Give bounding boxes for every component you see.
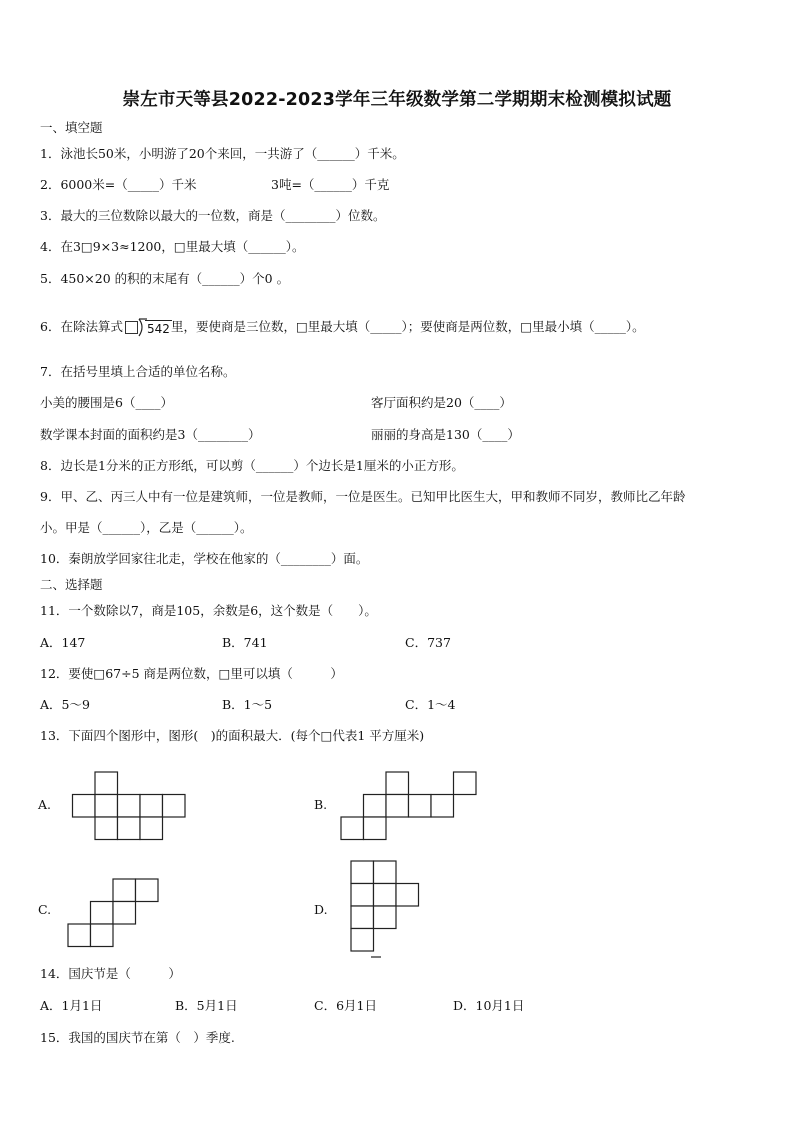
question-13: 13．下面四个图形中，图形( )的面积最大．(每个□代表1 平方厘米) (40, 728, 425, 743)
figure-c-grid (66, 876, 162, 948)
question-7-item-b: 客厅面积约是20（____） (371, 395, 512, 410)
question-12: 12．要使□67÷5 商是两位数，□里可以填（ ） (40, 666, 343, 681)
question-6 (40, 317, 645, 337)
question-7-item-c: 数学课本封面的面积约是3（________） (40, 427, 261, 442)
question-9-line-2: 小。甲是（______），乙是（______）。 (40, 520, 253, 535)
figure-a-label: A. (38, 797, 52, 812)
question-5: 5．450×20 的积的末尾有（______）个0 。 (40, 271, 290, 286)
section-fill-heading: 一、填空题 (40, 120, 103, 135)
question-8: 8．边长是1分米的正方形纸，可以剪（______）个边长是1厘米的小正方形。 (40, 458, 464, 473)
question-7-item-d: 丽丽的身高是130（____） (371, 427, 520, 442)
long-division-symbol (123, 317, 171, 337)
question-3: 3．最大的三位数除以最大的一位数，商是（________）位数。 (40, 208, 386, 223)
figure-b-label: B. (314, 797, 328, 812)
figure-d-label: D. (314, 902, 328, 917)
question-6-text: 里，要使商是三位数，□里最大填（_____）；要使商是两位数，□里最小填（_____）。 (170, 319, 645, 334)
question-14-option-d: D．10月1日 (453, 998, 525, 1013)
figure-a-grid (66, 768, 188, 842)
figure-c-label: C. (38, 902, 52, 917)
figure-d-grid (347, 858, 423, 960)
question-15: 15．我国的国庆节在第（ ）季度. (40, 1030, 235, 1045)
question-14: 14．国庆节是（ ） (40, 966, 181, 981)
dividend: 542 (146, 322, 170, 336)
question-12-option-c: C．1～4 (405, 697, 456, 712)
question-11: 11．一个数除以7，商是105，余数是6，这个数是（ ）。 (40, 603, 377, 618)
question-7: 7．在括号里填上合适的单位名称。 (40, 364, 236, 379)
question-14-option-a: A．1月1日 (40, 998, 103, 1013)
question-7-item-a: 小美的腰围是6（____） (40, 395, 173, 410)
question-2-part-b: 3吨=（______）千克 (271, 177, 390, 192)
question-6-lead: 6．在除法算式 (40, 319, 123, 334)
question-14-option-c: C．6月1日 (314, 998, 377, 1013)
question-10: 10．秦朗放学回家往北走，学校在他家的（________）面。 (40, 551, 369, 566)
question-2-part-a: 2．6000米=（_____）千米 (40, 177, 197, 192)
question-11-option-c: C．737 (405, 635, 451, 650)
figure-b-grid (338, 768, 480, 842)
question-1: 1．泳池长50米，小明游了20个来回，一共游了（______）千米。 (40, 146, 405, 161)
question-9-line-1: 9．甲、乙、丙三人中有一位是建筑师，一位是教师，一位是医生。已知甲比医生大，甲和教师不同岁，教师比乙年龄 (40, 489, 686, 504)
question-14-option-b: B．5月1日 (175, 998, 238, 1013)
question-12-option-b: B．1～5 (222, 697, 273, 712)
exam-title: 崇左市天等县2022-2023学年三年级数学第二学期期末检测模拟试题 (122, 90, 672, 110)
section-choice-heading: 二、选择题 (40, 577, 103, 592)
question-12-option-a: A．5～9 (40, 697, 90, 712)
question-4: 4．在3□9×3≈1200，□里最大填（______）。 (40, 239, 305, 254)
question-11-option-a: A．147 (40, 635, 86, 650)
question-11-option-b: B．741 (222, 635, 268, 650)
